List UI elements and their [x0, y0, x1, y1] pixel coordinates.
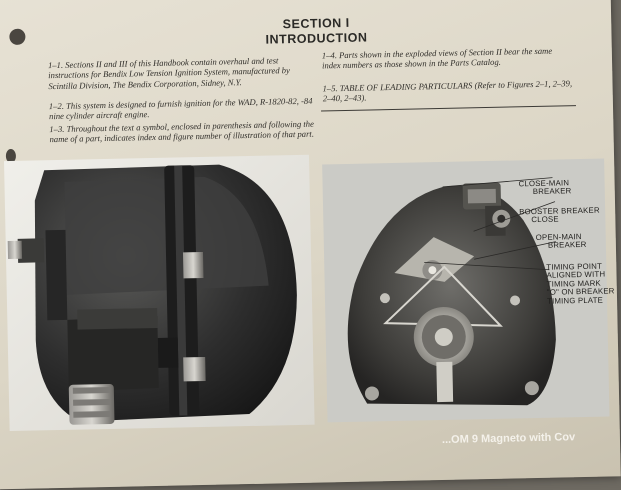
section-label: SECTION I	[282, 15, 350, 32]
magneto-housing-photo	[4, 155, 315, 431]
open-main-breaker-label: OPEN-MAIN BREAKER	[535, 232, 587, 251]
booster-breaker-label: BOOSTER BREAKER CLOSE	[519, 205, 600, 225]
paragraph-1-5: 1–5. TABLE OF LEADING PARTICULARS (Refer to Figures 2–1, 2–39, 2–40, 2–43).	[322, 78, 573, 104]
timing-point-label: TIMING POINT ALIGNED WITH TIMING MARK "O" ON BREAKER TIMING PLATE	[546, 261, 615, 306]
table-rule	[321, 105, 576, 111]
paragraph-1-2: 1–2. This system is designed to furnish ignition for the WAD, R-1820-82, -84 nine cylinder aircraft engine.	[48, 95, 313, 122]
paragraph-1-1: 1–1. Sections II and III of this Handbook contain overhaul and test instructions for Bendix Low Tension Ignition System, manufactured by Scintilla Division, The Bendix Corporation, Sidney, N.Y.	[47, 55, 290, 91]
section-title: INTRODUCTION	[265, 30, 368, 47]
close-main-breaker-label: CLOSE-MAIN BREAKER	[518, 178, 572, 197]
binder-hole	[9, 29, 25, 45]
figure-caption: ...OM 9 Magneto with Cov	[441, 431, 576, 447]
paragraph-1-4: 1–4. Parts shown in the exploded views of Section II bear the same index numbers as those shown in the Parts Catalog.	[321, 45, 553, 71]
breaker-compartment-photo	[322, 159, 615, 423]
paragraph-1-3: 1–3. Throughout the text a symbol, enclosed in parenthesis and following the name of a part, indicates index and figure number of illustration of that part.	[49, 118, 315, 145]
